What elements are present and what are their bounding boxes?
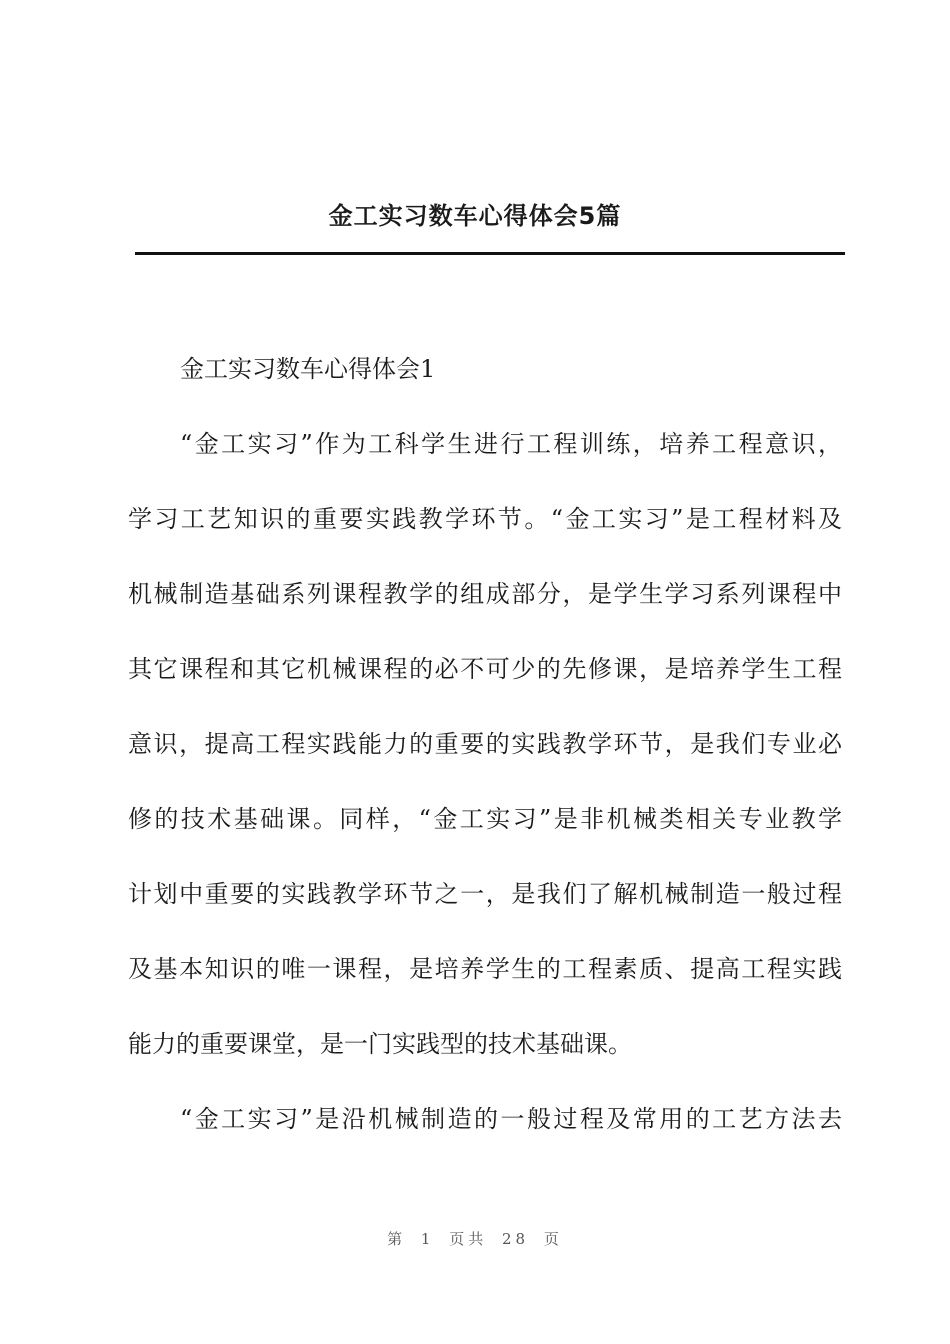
page-number-footer: 第 1 页共 28 页 xyxy=(387,1230,563,1248)
paragraph-line: 及基本知识的唯一课程，是培养学生的工程素质、提高工程实践 xyxy=(128,955,842,983)
paragraph-line: 意识，提高工程实践能力的重要的实践教学环节，是我们专业必 xyxy=(128,730,842,758)
document-body xyxy=(128,342,842,1167)
paragraph-1 xyxy=(128,417,842,1092)
document-title: 金工实习数车心得体会5篇 xyxy=(328,202,622,230)
paragraph-line: 能力的重要课堂，是一门实践型的技术基础课。 xyxy=(128,1030,632,1058)
section-heading: 金工实习数车心得体会1 xyxy=(180,355,436,383)
paragraph-line: “金工实习”作为工科学生进行工程训练，培养工程意识， xyxy=(180,430,842,458)
paragraph-line: 计划中重要的实践教学环节之一，是我们了解机械制造一般过程 xyxy=(128,880,842,908)
paragraph-line: 学习工艺知识的重要实践教学环节。“金工实习”是工程材料及 xyxy=(128,505,842,533)
paragraph-2 xyxy=(128,1092,842,1167)
title-underline-rule xyxy=(135,252,845,255)
paragraph-line: 其它课程和其它机械课程的必不可少的先修课，是培养学生工程 xyxy=(128,655,842,683)
paragraph-line: “金工实习”是沿机械制造的一般过程及常用的工艺方法去 xyxy=(180,1105,842,1133)
paragraph-line: 机械制造基础系列课程教学的组成部分，是学生学习系列课程中 xyxy=(128,580,842,608)
paragraph-line: 修的技术基础课。同样，“金工实习”是非机械类相关专业教学 xyxy=(128,805,842,833)
